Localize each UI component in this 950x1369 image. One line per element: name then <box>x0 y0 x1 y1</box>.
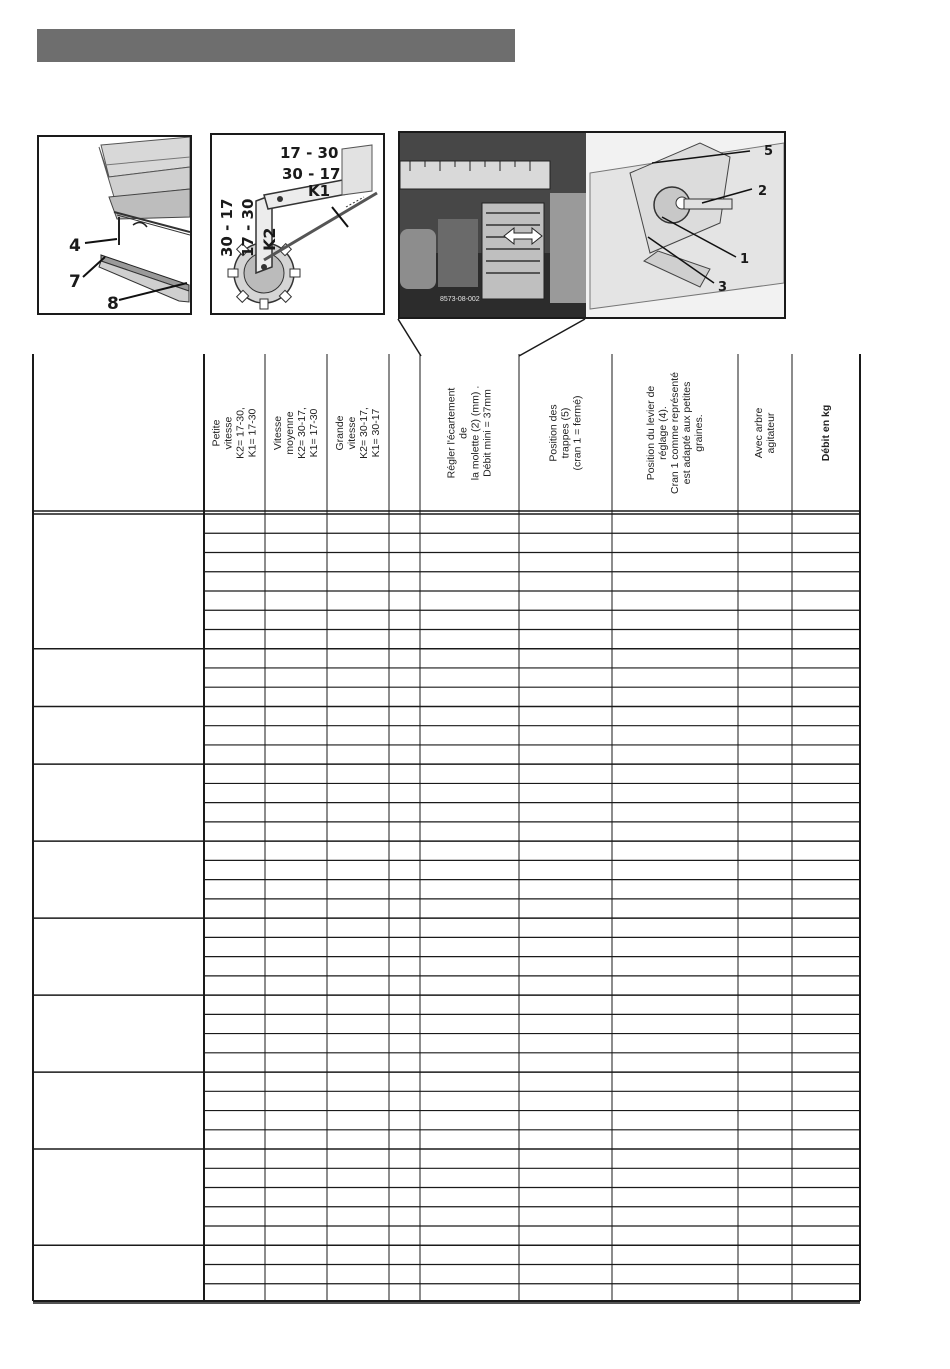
column-header <box>420 354 519 512</box>
column-header-label: Position du levier de réglage (4). Cran 1 comme représenté est adapté aux petites graines. <box>645 372 705 494</box>
column-header-label: Débit en kg <box>820 404 832 462</box>
crop-cell <box>37 649 200 707</box>
column-header <box>327 354 389 512</box>
photo-code: 8573-08-002 <box>440 296 480 303</box>
label-k2: K2 <box>260 227 279 251</box>
column-header <box>612 354 738 512</box>
label-k1: K1 <box>308 182 331 200</box>
callout-7: 7 <box>69 272 81 292</box>
label-k1-mid: 30 - 17 <box>282 165 341 183</box>
column-header-label: Grande vitesse K2= 30-17, K1= 30-17 <box>334 407 382 459</box>
label-k2-outer: 30 - 17 <box>218 198 236 257</box>
column-header <box>265 354 327 512</box>
column-header-label: Vitesse moyenne K2= 30-17, K1= 17-30 <box>272 407 320 459</box>
leader-line-left <box>398 319 421 356</box>
crop-cell <box>37 841 200 918</box>
callout-3: 3 <box>718 280 728 295</box>
column-header <box>389 354 420 512</box>
crop-cell <box>37 764 200 841</box>
crop-cell <box>37 1245 200 1303</box>
crop-cell <box>37 918 200 995</box>
column-header <box>519 354 612 512</box>
column-header <box>738 354 792 512</box>
crop-cell <box>37 706 200 764</box>
column-header-label: Régler l'écartement de la molette (2) (mm) . Débit mini = 37mm <box>445 385 494 481</box>
callout-1: 1 <box>740 252 750 267</box>
crop-cell <box>37 995 200 1072</box>
crop-cell <box>37 1149 200 1245</box>
label-k1-top: 17 - 30 <box>280 144 339 162</box>
label-k2-inner: 17 - 30 <box>239 198 257 257</box>
callout-8: 8 <box>107 294 119 313</box>
crop-cell <box>37 514 200 649</box>
leader-line-right <box>519 319 585 356</box>
crop-cell <box>37 1072 200 1149</box>
column-header-label: Position des trappes (5) (cran 1 = fermé) <box>547 395 584 471</box>
callout-4: 4 <box>69 236 81 256</box>
column-header <box>204 354 265 512</box>
callout-2: 2 <box>758 184 768 199</box>
callout-5: 5 <box>764 144 774 159</box>
column-header-label: Avec arbre agitateur <box>753 407 777 459</box>
column-header-label: Petite vitesse K2= 17-30, K1= 17-30 <box>210 407 259 459</box>
column-header <box>792 354 860 512</box>
